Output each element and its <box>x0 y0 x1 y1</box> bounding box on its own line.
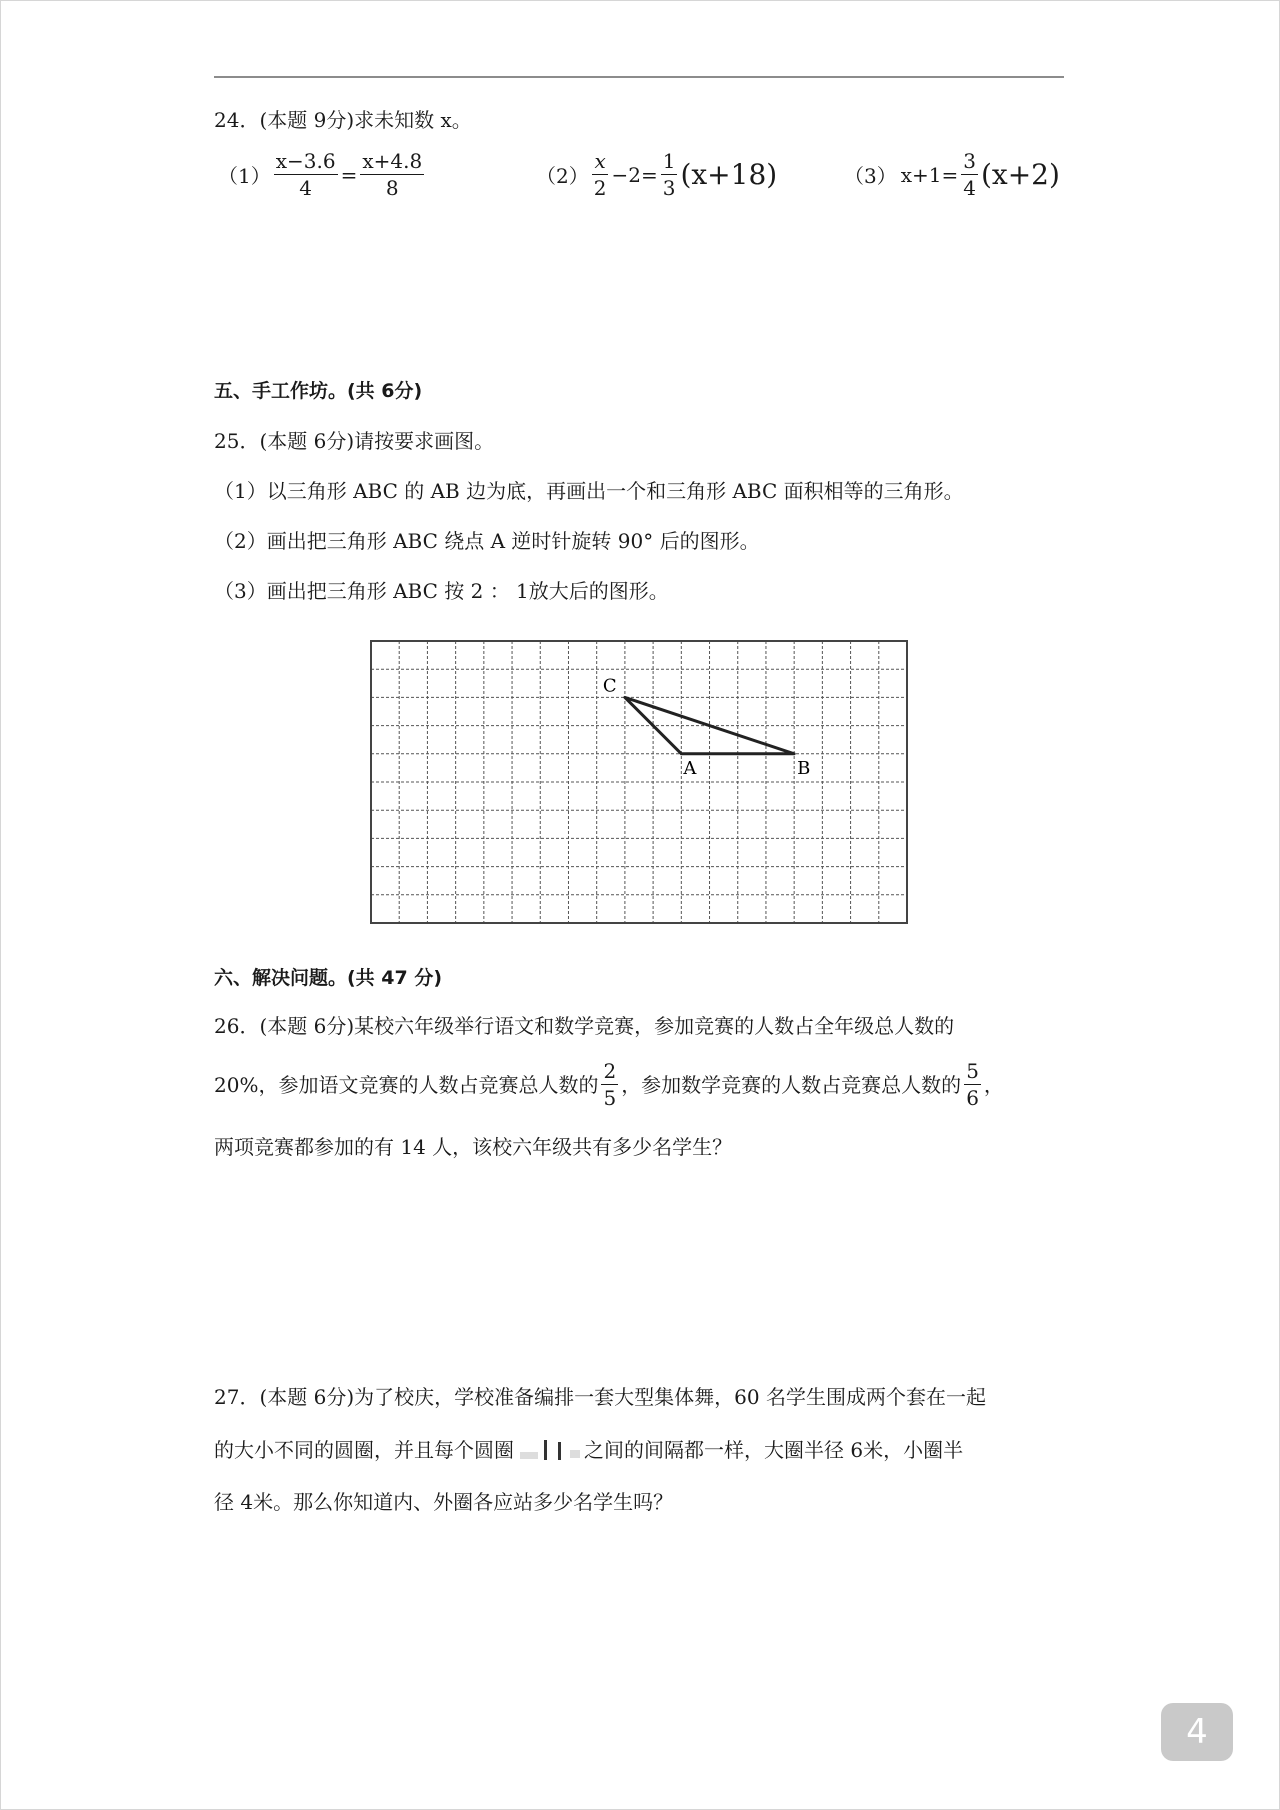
section-6-title: 六、解决问题。(共 47 分) <box>214 967 443 989</box>
eq1-lhs-den: 4 <box>299 176 313 200</box>
eq3-tail: (x+2) <box>981 157 1060 191</box>
q27-line-2-part-a: 的大小不同的圆圈，并且每个圆圈 <box>214 1438 514 1462</box>
q26-line-1: 26．(本题 6分)某校六年级举行语文和数学竞赛，参加竞赛的人数占全年级总人数的 <box>214 1014 955 1038</box>
q24-equation-1 <box>218 150 427 199</box>
q24-equation-3 <box>844 150 1060 199</box>
q25-item-3: （3）画出把三角形 ABC 按 2 ： 1放大后的图形。 <box>214 579 669 603</box>
eq2-rhs-fraction <box>661 150 678 199</box>
page-number-badge: 4 <box>1161 1703 1233 1761</box>
q26-fraction-math <box>964 1060 981 1109</box>
grid-lines <box>371 641 907 923</box>
eq2-rhs-den: 3 <box>662 176 676 200</box>
q26-line-2 <box>214 1060 1004 1109</box>
q26-line-2-part-c: ， <box>983 1072 1004 1097</box>
eq3-rhs-den: 4 <box>963 176 976 200</box>
eq2-lhs-den: 2 <box>593 176 607 200</box>
q26-line-2-part-a: 20%，参加语文竞赛的人数占竞赛总人数的 <box>214 1072 599 1097</box>
q27-line-2 <box>214 1436 963 1464</box>
q24-prompt: 24．(本题 9分)求未知数 x。 <box>214 108 472 132</box>
q27-obscured-mark <box>514 1438 584 1462</box>
eq2-lhs-num: x <box>594 149 606 173</box>
eq1-lhs-fraction <box>274 150 338 199</box>
q27-line-3: 径 4米。那么你知道内、外圈各应站多少名学生吗？ <box>214 1490 674 1514</box>
eq2-tail: (x+18) <box>680 157 778 191</box>
q27-line-1: 27．(本题 6分)为了校庆，学校准备编排一套大型集体舞，60 名学生围成两个套在一起 <box>214 1385 986 1409</box>
eq1-rhs-num: x+4.8 <box>362 149 423 173</box>
eq1-equals: = <box>340 162 358 187</box>
q26-frac-b-den: 6 <box>966 1086 979 1110</box>
q26-frac-a-num: 2 <box>603 1059 617 1083</box>
eq3-rhs-fraction <box>961 150 978 199</box>
eq1-rhs-den: 8 <box>385 176 399 200</box>
grid-figure <box>370 640 910 926</box>
q24-equation-2 <box>536 150 777 199</box>
q26-line-2-part-b: ，参加数学竞赛的人数占竞赛总人数的 <box>621 1072 962 1097</box>
vertex-label-a: A <box>683 757 697 779</box>
eq1-label: （1） <box>218 164 271 188</box>
eq1-rhs-fraction <box>360 150 424 199</box>
header-rule <box>214 76 1064 78</box>
eq2-lhs-fraction <box>592 150 609 199</box>
q25-item-2: （2）画出把三角形 ABC 绕点 A 逆时针旋转 90° 后的图形。 <box>214 529 760 553</box>
vertex-label-b: B <box>797 757 811 779</box>
q25-item-1: （1）以三角形 ABC 的 AB 边为底，再画出一个和三角形 ABC 面积相等的三角形。 <box>214 479 964 503</box>
eq3-label: （3） <box>844 164 897 188</box>
q27-line-2-part-b: 之间的间隔都一样，大圈半径 6米，小圈半 <box>584 1438 964 1462</box>
section-5-title: 五、手工作坊。(共 6分) <box>214 380 423 402</box>
eq3-rhs-num: 3 <box>963 149 976 173</box>
q26-fraction-chinese <box>601 1060 618 1109</box>
eq2-label: （2） <box>536 164 589 188</box>
eq1-lhs-num: x−3.6 <box>275 149 336 173</box>
eq2-mid: −2= <box>611 162 658 187</box>
q26-line-3: 两项竞赛都参加的有 14 人，该校六年级共有多少名学生？ <box>214 1135 733 1159</box>
eq2-rhs-num: 1 <box>662 149 676 173</box>
q26-frac-b-num: 5 <box>966 1059 979 1083</box>
q25-prompt: 25．(本题 6分)请按要求画图。 <box>214 429 495 453</box>
eq3-lhs: x+1= <box>900 162 959 187</box>
q26-frac-a-den: 5 <box>603 1086 617 1110</box>
vertex-label-c: C <box>602 675 617 697</box>
